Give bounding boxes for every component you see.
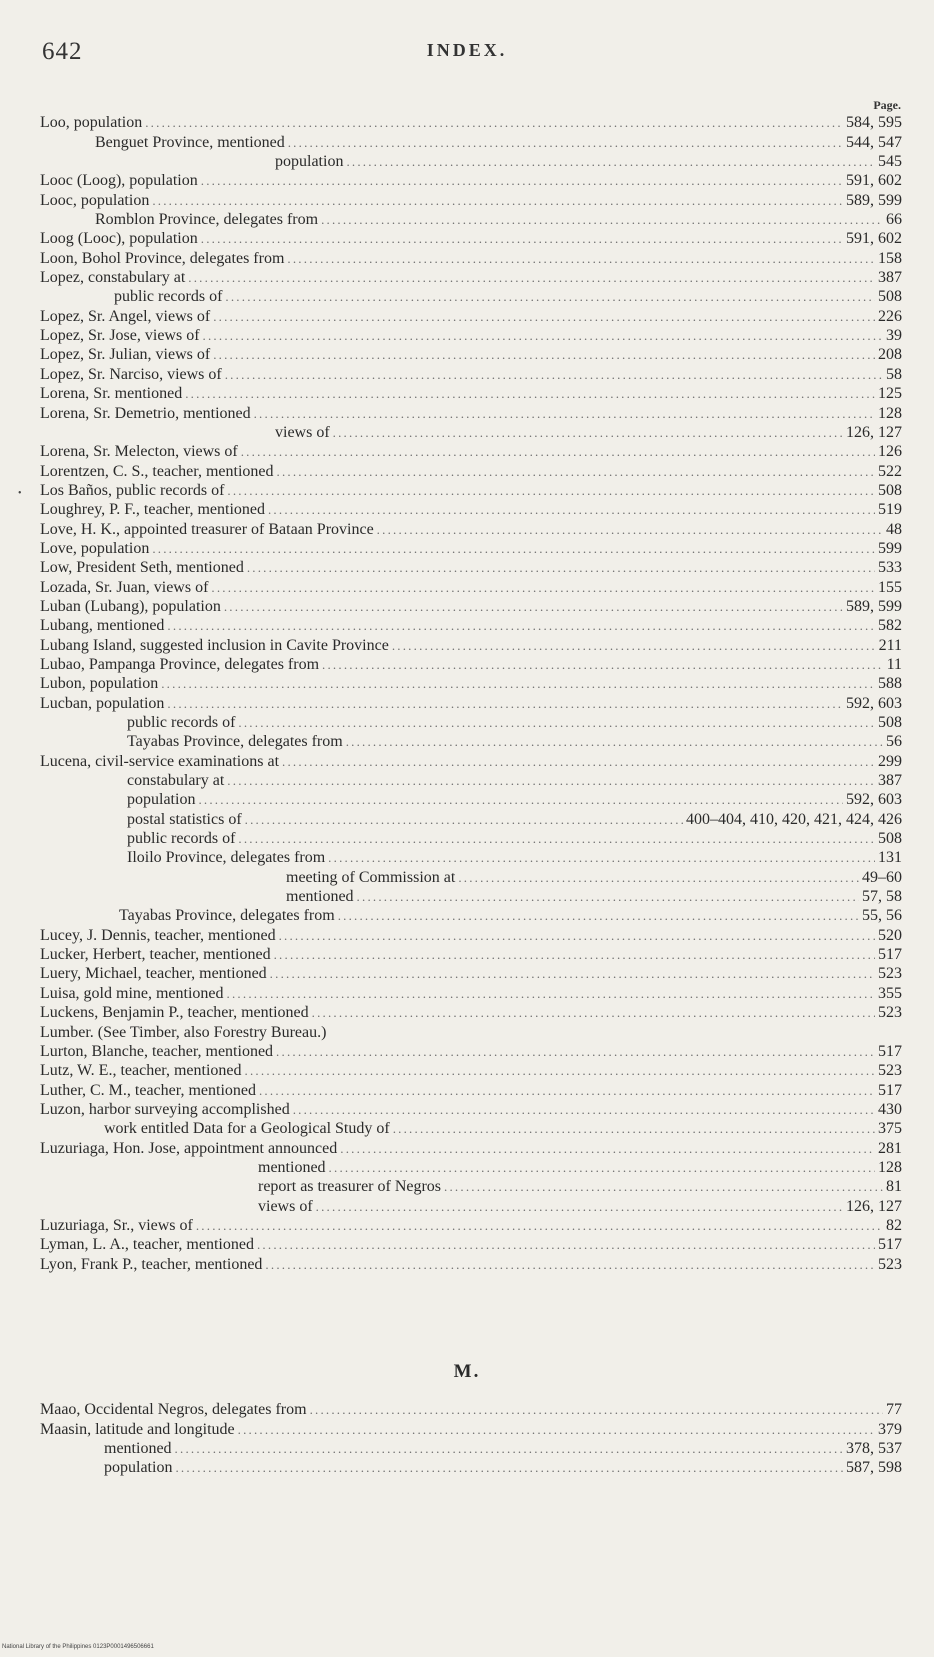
entry-pages: 128 — [878, 404, 902, 422]
entry-pages: 126 — [878, 443, 902, 461]
entry-term: meeting of Commission at — [286, 868, 456, 886]
entry-term: Maasin, latitude and longitude — [40, 1420, 235, 1438]
entry-pages: 66 — [886, 211, 902, 229]
index-entry — [40, 1400, 902, 1419]
leader-dots — [188, 268, 875, 287]
leader-dots — [357, 887, 859, 906]
leader-dots — [333, 423, 843, 442]
entry-pages: 430 — [878, 1100, 902, 1118]
index-entry — [40, 1196, 902, 1215]
entry-term: Lorena, Sr. mentioned — [40, 385, 183, 403]
entry-term: Luzuriaga, Hon. Jose, appointment announced — [40, 1139, 338, 1157]
entry-term: Lopez, Sr. Julian, views of — [40, 346, 211, 364]
entry-term: public records of — [127, 830, 236, 848]
entry-pages: 517 — [878, 1236, 902, 1254]
entry-pages: 81 — [886, 1178, 902, 1196]
leader-dots — [321, 210, 883, 229]
index-entry — [40, 1419, 902, 1438]
entry-term: mentioned — [286, 888, 354, 906]
leader-dots — [227, 481, 875, 500]
index-entry — [40, 1216, 902, 1235]
index-entry — [40, 732, 902, 751]
entry-term: Lubao, Pampanga Province, delegates from — [40, 655, 320, 673]
index-entry — [40, 306, 902, 325]
index-entry — [40, 248, 902, 267]
leader-dots — [259, 1081, 875, 1100]
leader-dots — [167, 694, 843, 713]
index-entry — [40, 829, 902, 848]
entry-pages: 155 — [878, 578, 902, 596]
index-entry — [40, 809, 902, 828]
leader-dots — [288, 133, 843, 152]
footer-credit: National Library of the Philippines 0123P0001496506661 — [2, 1644, 154, 1650]
index-entry — [40, 964, 902, 983]
leader-dots — [377, 520, 883, 539]
entry-pages: 588 — [878, 675, 902, 693]
entry-term: Luisa, gold mine, mentioned — [40, 984, 224, 1002]
entry-term: Loog (Looc), population — [40, 230, 198, 248]
leader-dots — [444, 1177, 883, 1196]
entry-term: Lyon, Frank P., teacher, mentioned — [40, 1255, 263, 1273]
entry-term: Los Baños, public records of — [40, 481, 225, 499]
index-entry — [40, 1138, 902, 1157]
leader-dots — [310, 1400, 883, 1419]
entry-pages: 508 — [878, 481, 902, 499]
leader-dots — [346, 732, 883, 751]
index-entry — [40, 771, 902, 790]
entry-pages: 299 — [878, 752, 902, 770]
entry-pages: 517 — [878, 1042, 902, 1060]
entry-pages: 39 — [886, 327, 902, 345]
index-entry — [40, 1100, 902, 1119]
index-entry — [40, 442, 902, 461]
entry-term: Looc (Loog), population — [40, 172, 198, 190]
index-entry — [40, 906, 902, 925]
index-entry — [40, 790, 902, 809]
entry-term: public records of — [114, 288, 223, 306]
entry-term: mentioned — [258, 1158, 326, 1176]
entry-pages: 48 — [886, 520, 902, 538]
index-entry — [40, 1061, 902, 1080]
entry-term: Lorentzen, C. S., teacher, mentioned — [40, 462, 274, 480]
index-entry — [40, 210, 902, 229]
index-entry — [40, 983, 902, 1002]
entry-pages: 126, 127 — [846, 1197, 902, 1215]
leader-dots — [227, 984, 875, 1003]
leader-dots — [268, 500, 875, 519]
leader-dots — [392, 636, 876, 655]
entry-term: views of — [275, 423, 330, 441]
entry-term: population — [275, 153, 344, 171]
index-entry — [40, 1158, 902, 1177]
entry-pages: 55, 56 — [862, 907, 902, 925]
leader-dots — [152, 539, 875, 558]
entry-term: Maao, Occidental Negros, delegates from — [40, 1401, 307, 1419]
entry-term: work entitled Data for a Geological Study of — [104, 1120, 390, 1138]
entry-pages: 545 — [878, 153, 902, 171]
entry-pages: 517 — [878, 946, 902, 964]
entry-pages: 587, 598 — [846, 1459, 902, 1477]
index-entry — [40, 268, 902, 287]
entry-pages: 591, 602 — [846, 230, 902, 248]
index-entry — [40, 1080, 902, 1099]
leader-dots — [328, 848, 875, 867]
leader-dots — [224, 597, 843, 616]
leader-dots — [175, 1458, 843, 1477]
leader-dots — [175, 1439, 843, 1458]
entry-term: Lopez, Sr. Angel, views of — [40, 307, 211, 325]
leader-dots — [227, 771, 875, 790]
page-column-label: Page. — [873, 98, 901, 112]
entry-term: Lutz, W. E., teacher, mentioned — [40, 1062, 242, 1080]
entry-term: Lorena, Sr. Demetrio, mentioned — [40, 404, 251, 422]
entry-pages: 589, 599 — [846, 597, 902, 615]
index-list-l — [40, 113, 902, 1274]
index-entry — [40, 519, 902, 538]
entry-term: Lozada, Sr. Juan, views of — [40, 578, 209, 596]
index-entry — [40, 539, 902, 558]
entry-term: Lopez, Sr. Jose, views of — [40, 327, 200, 345]
leader-dots — [198, 790, 843, 809]
entry-pages: 57, 58 — [862, 888, 902, 906]
index-entry — [40, 423, 902, 442]
leader-dots — [257, 1235, 875, 1254]
index-entry — [40, 500, 902, 519]
leader-dots — [238, 1420, 875, 1439]
leader-dots — [145, 113, 843, 132]
index-entry — [40, 848, 902, 867]
index-entry — [40, 403, 902, 422]
index-entry — [40, 1458, 902, 1477]
leader-dots — [152, 191, 843, 210]
index-entry — [40, 287, 902, 306]
entry-term: Love, H. K., appointed treasurer of Bataan Province — [40, 520, 374, 538]
entry-pages: 523 — [878, 1004, 902, 1022]
leader-dots — [201, 171, 843, 190]
index-entry — [40, 364, 902, 383]
leader-dots — [247, 558, 875, 577]
entry-term: Loo, population — [40, 114, 143, 132]
entry-pages: 599 — [878, 539, 902, 557]
leader-dots — [203, 326, 883, 345]
index-entry — [40, 693, 902, 712]
entry-term: Luzuriaga, Sr., views of — [40, 1216, 193, 1234]
entry-term: Loon, Bohol Province, delegates from — [40, 249, 285, 267]
leader-dots — [196, 1216, 883, 1235]
entry-term: Looc, population — [40, 191, 150, 209]
entry-pages: 592, 603 — [846, 791, 902, 809]
index-entry — [40, 152, 902, 171]
entry-term: Lubang, mentioned — [40, 617, 165, 635]
entry-term: Lucban, population — [40, 694, 165, 712]
index-entry — [40, 635, 902, 654]
index-entry — [40, 616, 902, 635]
entry-term: public records of — [127, 714, 236, 731]
leader-dots — [277, 462, 876, 481]
entry-term: population — [104, 1459, 173, 1477]
leader-dots — [282, 752, 875, 771]
index-entry — [40, 481, 902, 500]
entry-pages: 126, 127 — [846, 423, 902, 441]
entry-pages: 355 — [878, 984, 902, 1002]
entry-term: Luban (Lubang), population — [40, 597, 221, 615]
entry-pages: 523 — [878, 965, 902, 983]
entry-pages: 378, 537 — [846, 1440, 902, 1458]
entry-term: Lopez, Sr. Narciso, views of — [40, 365, 222, 383]
entry-term: Benguet Province, mentioned — [95, 133, 285, 151]
entry-term: Lurton, Blanche, teacher, mentioned — [40, 1042, 274, 1060]
entry-term: Luzon, harbor surveying accomplished — [40, 1100, 290, 1118]
index-entry — [40, 113, 902, 132]
index-entry — [40, 132, 902, 151]
index-entry — [40, 577, 902, 596]
entry-term: constabulary at — [127, 772, 225, 790]
entry-pages: 211 — [878, 636, 902, 654]
leader-dots — [340, 1139, 875, 1158]
index-entry — [40, 229, 902, 248]
section-heading-m: M. — [453, 1361, 481, 1382]
leader-dots — [225, 287, 875, 306]
entry-pages: 523 — [878, 1062, 902, 1080]
entry-pages: 128 — [878, 1158, 902, 1176]
entry-pages: 508 — [878, 830, 902, 848]
entry-term: mentioned — [104, 1440, 172, 1458]
entry-pages: 544, 547 — [846, 133, 902, 151]
entry-pages: 508 — [878, 714, 902, 731]
leader-dots — [274, 945, 875, 964]
leader-dots — [238, 713, 875, 732]
leader-dots — [254, 404, 875, 423]
entry-term: Luery, Michael, teacher, mentioned — [40, 965, 267, 983]
entry-pages: 400–404, 410, 420, 421, 424, 426 — [686, 810, 902, 828]
entry-term: Luckens, Benjamin P., teacher, mentioned — [40, 1004, 309, 1022]
entry-pages: 520 — [878, 926, 902, 944]
entry-pages: 82 — [886, 1216, 902, 1234]
entry-pages: 77 — [886, 1401, 902, 1419]
entry-term: Romblon Province, delegates from — [95, 211, 319, 229]
leader-dots — [322, 655, 884, 674]
index-list-m — [40, 1400, 902, 1477]
leader-dots — [213, 345, 875, 364]
entry-pages: 56 — [886, 733, 902, 751]
index-entry — [40, 345, 902, 364]
entry-term: Love, population — [40, 539, 150, 557]
entry-term: Loughrey, P. F., teacher, mentioned — [40, 501, 265, 519]
leader-dots — [265, 1255, 875, 1274]
entry-pages: 158 — [878, 249, 902, 267]
entry-term: views of — [258, 1197, 313, 1215]
entry-pages: 584, 595 — [846, 114, 902, 132]
leader-dots — [241, 442, 875, 461]
margin-mark: • — [18, 488, 22, 499]
index-entry — [40, 190, 902, 209]
index-entry — [40, 461, 902, 480]
index-entry — [40, 1042, 902, 1061]
leader-dots — [167, 616, 875, 635]
entry-term: Lopez, constabulary at — [40, 269, 186, 287]
entry-pages: 592, 603 — [846, 694, 902, 712]
index-entry — [40, 326, 902, 345]
index-entry — [40, 1235, 902, 1254]
entry-pages: 208 — [878, 346, 902, 364]
index-entry — [40, 1177, 902, 1196]
entry-pages: 125 — [878, 385, 902, 403]
entry-term: Lucker, Herbert, teacher, mentioned — [40, 946, 271, 964]
index-entry — [40, 171, 902, 190]
index-entry — [40, 945, 902, 964]
entry-pages: 523 — [878, 1255, 902, 1273]
leader-dots — [213, 307, 875, 326]
index-entry — [40, 558, 902, 577]
entry-term: Lumber. (See Timber, also Forestry Bureau.) — [40, 1023, 327, 1041]
entry-term: Tayabas Province, delegates from — [119, 907, 335, 925]
index-entry — [40, 1254, 902, 1273]
entry-term: Lucena, civil-service examinations at — [40, 752, 280, 770]
leader-dots — [293, 1100, 875, 1119]
entry-term: Lucey, J. Dennis, teacher, mentioned — [40, 926, 276, 944]
leader-dots — [185, 384, 875, 403]
entry-term: Lyman, L. A., teacher, mentioned — [40, 1236, 254, 1254]
entry-pages: 58 — [886, 365, 902, 383]
leader-dots — [245, 1061, 875, 1080]
entry-pages: 131 — [878, 849, 902, 867]
index-entry — [40, 1439, 902, 1458]
entry-pages: 591, 602 — [846, 172, 902, 190]
leader-dots — [201, 229, 843, 248]
entry-pages: 517 — [878, 1081, 902, 1099]
index-entry — [40, 713, 902, 732]
leader-dots — [329, 1158, 875, 1177]
index-entry — [40, 887, 902, 906]
entry-pages: 49–60 — [862, 868, 902, 886]
entry-term: report as treasurer of Negros — [258, 1178, 442, 1196]
entry-term: Lubang Island, suggested inclusion in Cavite Province — [40, 636, 389, 654]
index-entry — [40, 655, 902, 674]
entry-pages: 519 — [878, 501, 902, 519]
leader-dots — [458, 868, 859, 887]
index-entry — [40, 1003, 902, 1022]
index-entry — [40, 1022, 902, 1041]
leader-dots — [245, 810, 683, 829]
page-number: 642 — [42, 38, 83, 65]
entry-term: Low, President Seth, mentioned — [40, 559, 244, 577]
leader-dots — [346, 152, 875, 171]
leader-dots — [316, 1197, 843, 1216]
leader-dots — [279, 926, 875, 945]
index-entry — [40, 597, 902, 616]
entry-pages: 281 — [878, 1139, 902, 1157]
index-entry — [40, 867, 902, 886]
entry-pages: 226 — [878, 307, 902, 325]
entry-pages: 11 — [886, 655, 902, 673]
entry-pages: 379 — [878, 1420, 902, 1438]
leader-dots — [211, 578, 875, 597]
entry-pages: 589, 599 — [846, 191, 902, 209]
entry-pages: 387 — [878, 772, 902, 790]
entry-term: population — [127, 791, 196, 809]
leader-dots — [161, 674, 875, 693]
leader-dots — [238, 829, 875, 848]
leader-dots — [312, 1003, 875, 1022]
entry-pages: 387 — [878, 269, 902, 287]
leader-dots — [393, 1119, 875, 1138]
entry-pages: 582 — [878, 617, 902, 635]
leader-dots — [276, 1042, 875, 1061]
index-entry — [40, 384, 902, 403]
index-entry — [40, 674, 902, 693]
running-head: INDEX. — [426, 40, 508, 60]
entry-term: Luther, C. M., teacher, mentioned — [40, 1081, 256, 1099]
leader-dots — [225, 365, 883, 384]
leader-dots — [287, 249, 875, 268]
entry-term: Lorena, Sr. Melecton, views of — [40, 443, 238, 461]
entry-pages: 508 — [878, 288, 902, 306]
entry-pages: 522 — [878, 462, 902, 480]
entry-pages: 375 — [878, 1120, 902, 1138]
entry-term: Lubon, population — [40, 675, 159, 693]
index-entry — [40, 1119, 902, 1138]
leader-dots — [338, 906, 859, 925]
index-entry — [40, 925, 902, 944]
entry-term: Iloilo Province, delegates from — [127, 849, 326, 867]
entry-term: postal statistics of — [127, 810, 242, 828]
leader-dots — [270, 964, 875, 983]
entry-term: Tayabas Province, delegates from — [127, 733, 343, 751]
index-entry — [40, 751, 902, 770]
entry-pages: 533 — [878, 559, 902, 577]
